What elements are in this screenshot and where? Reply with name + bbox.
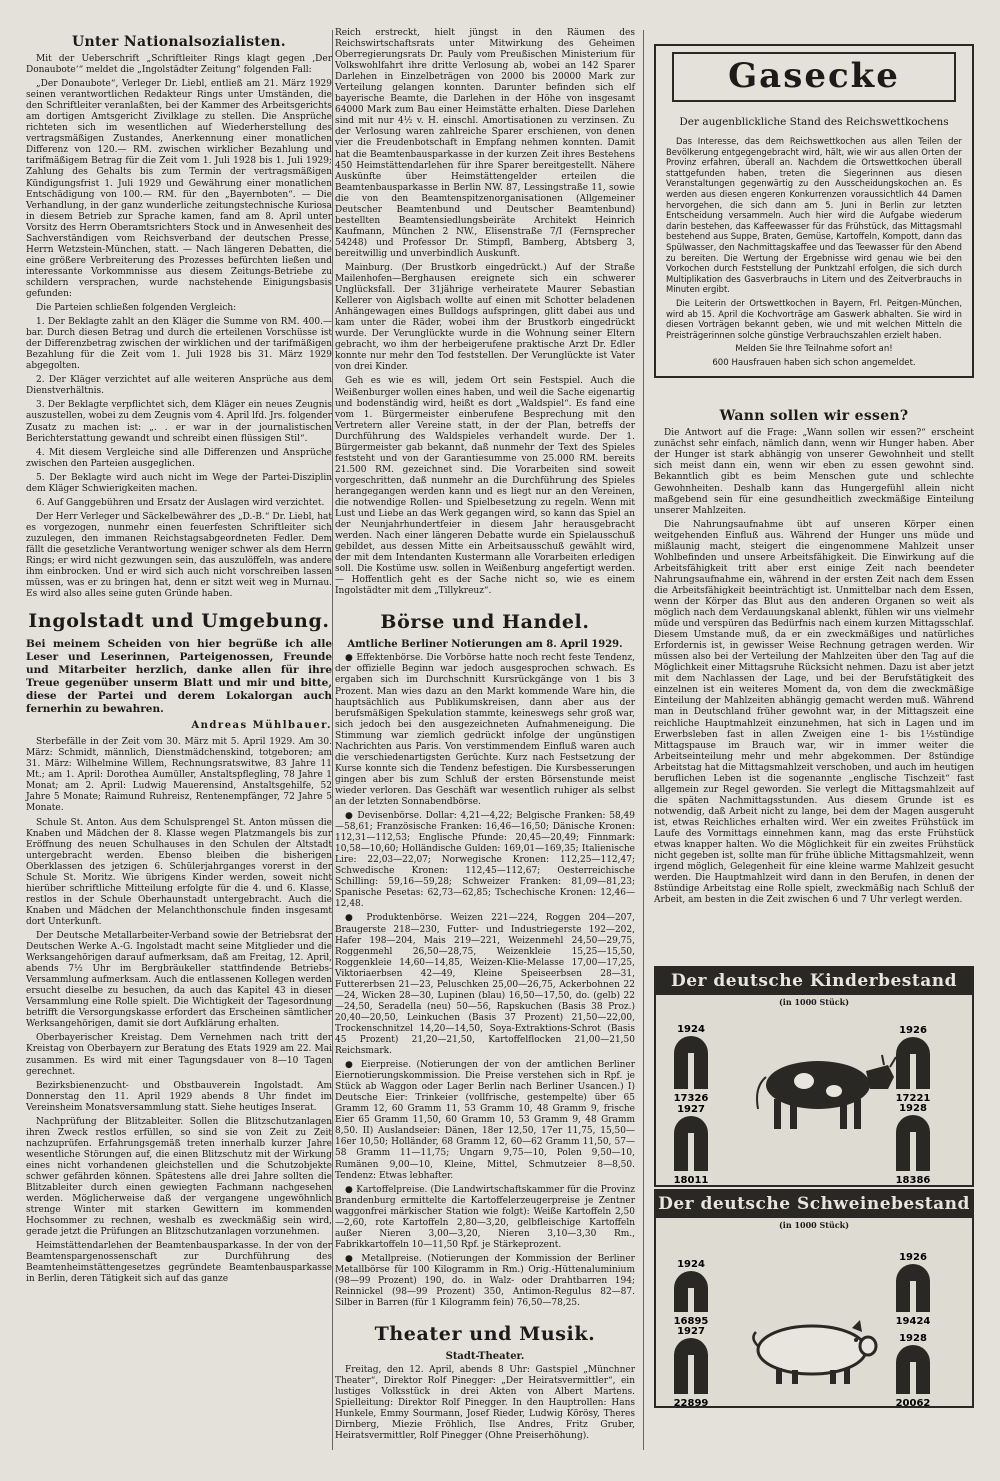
arch-door <box>688 1053 694 1089</box>
column-middle <box>335 28 635 1445</box>
gasecke-subtitle: Der augenblickliche Stand des Reichswettkochens <box>679 116 949 128</box>
article-paragraph: Sterbefälle in der Zeit vom 30. März mit 5. April 1929. Am 30. März: Schmidt, männlich, Dienstmädchenskind, totgeboren; am 31. März: Wilhelmine Willem, Rechnungsratswitwe, 83 Jahre 11 Mt.; am 1. April: Dorothea Aumüller, Anstaltspflegling, 78 Jahre 1 Monat; am 2. April: Ludwig Mauerensind, Anstaltsgehilfe, 52 Jahre 5 Monate; Raimund Ruhreisz, Rentenempfänger, 72 Jahre 5 Monate. <box>26 737 332 814</box>
children-chart <box>654 966 974 1187</box>
section-heading: Wann sollen wir essen? <box>719 408 909 425</box>
cow-icon <box>757 1055 896 1129</box>
chart-title: Der deutsche Kinderbestand <box>656 968 972 995</box>
value-label: 16895 <box>673 1316 709 1328</box>
value-label: 22899 <box>673 1398 709 1407</box>
market-paragraph: ● Produktenbörse. Weizen 221—224, Roggen 204—207, Braugerste 218—230, Futter- und Industriegerste 192—202, Hafer 198—204, Mais 219—221, Weizenmehl 24,50—29,75, Roggenmehl 26,50—28,75, Weizenkleie 15,25—15,50, Roggenkleie 14,60—14,85, Weizen-Klie-Melasse 17,00—17,25, Viktoriaerbsen 42—49, Kleine Speiseerbsen 28—31, Futtererbsen 21—23, Peluschken 25,00—26,75, Ackerbohnen 22—24, Wicken 28—30, Lupinen (blau) 16,50—17,50, do. (gelb) 22—24,50, Seradella (neu) 50—56, Rapskuchen (Basis 38 Proz.) 20,40—20,50, Leinkuchen (Basis 37 Prozent) 21,50—22,00, Trockenschnitzel 14,20—14,50, Soya-Extraktions-Schrot (Basis 45 Prozent) 21,20—21,50, Kartoffelflocken 21,00—21,50 Reichsmark. <box>335 913 635 1057</box>
arch-door <box>910 1054 916 1089</box>
year-label: 1928 <box>899 1333 927 1345</box>
section-heading: Ingolstadt und Umgebung. <box>28 610 330 633</box>
article-paragraph: Die Nahrungsaufnahme übt auf unseren Körper einen weitgehenden Einfluß aus. Während der Hunger uns müde und mißlaunig macht, steigert die eingenommene Mahlzeit unser Wohlbefinden und unsere Arbeitsfähigkeit. Die Einwirkung auf die Arbeitsfähigkeit tritt aber erst einige Zeit nach beendeter Nahrungsaufnahme ein, während in der ersten Zeit nach dem Essen die Arbeitsfähigkeit beeinträchtigt ist. Unmittelbar nach dem Essen, wenn der Körper das Blut aus den anderen Organen so weit als möglich nach dem Verdauungskanal ablenkt, fühlen wir uns vielmehr müde und verspüren das Bedürfnis nach einem kurzen Mittagsschlaf. Diesem Umstande muß, da er ein zweckmäßiges und natürliches Erfordernis ist, in gewisser Weise Rechnung getragen werden. Wir müssen also bei der Verteilung der Mahlzeiten über den Tag auf die Möglichkeit einer Mittagsruhe Rücksicht nehmen. Dazu ist aber jetzt mit dem Nachlassen der Lage, und bei der Berufstätigkeit des einzelnen ist ein weiteres Moment da, von dem die zweckmäßige Einteilung der Mahlzeiten abhängig gemacht werden muß. Während man in Deutschland früher gewohnt war, in der Mittagszeit eine reichliche Hauptmahlzeit einzunehmen, hat sich in Lagen und im Erwerbsleben fast in allen Zweigen eine 1- bis 1½stündige Mittagspause im Brauch war, wir in immer weiter die Arbeitseinteilung mehr und mehr abgekommen. Der 8stündige Arbeitstag hat die Mittagsmahlzeit verschoben, und auch im heutigen beruflichen Leben ist die sogenannte „englische Tischzeit“ fast allgemein zur Regel geworden. Sie verlegt die Mittagsmahlzeit auf die späten Nachmittagsstunden. Aus diesem Grunde ist es notwendig, daß Arbeit nicht zu lange, bei dem der Magen ausgeruht ist, etwas Reichliches erhalten wird. Wer ein zweites Frühstück im Laufe des Vormittags einnehmen kann, mag das erste Frühstück etwas knapper halten. Wo die Möglichkeit für ein zweites Frühstück nicht gegeben ist, sollte man für frühe übliche Mittagsmahlzeit, wenn irgend möglich, Gelegenheit für eine kleine warme Mahlzeit gesucht werden. Die Hauptmahlzeit wird dann in den Berufen, in denen der 8stündige Arbeitstag eine Rolle spielt, zweckmäßig nach Schluß der Arbeit, am besten in die Zeit zwischen 6 und 7 Uhr verlegt werden. <box>654 519 974 906</box>
section-subheading: Amtliche Berliner Notierungen am 8. April 1929. <box>347 639 623 651</box>
chart-unit: (in 1000 Stück) <box>779 997 849 1008</box>
value-label: 18386 <box>895 1175 931 1186</box>
pictogram-mark <box>674 1024 709 1104</box>
article-paragraph: Geh es wie es will, jedem Ort sein Festspiel. Auch die Weißenburger wollen eines haben, und weil die Sache eigenartig und bodenständig wird, heißt es dort „Waldspiel“. Es fand eine vom 1. Bürgermeister einberufene Besprechung mit den Vertretern aller Vereine statt, in der der Plan, betreffs der Durchführung des Waldspieles verhandelt wurde. Der 1. Bürgermeister gab bekannt, daß nunmehr der Text des Spieles feststeht und von der Garantiesumme von 25.000 RM. bereits 21.500 RM. gezeichnet sind. Die Vorarbeiten sind soweit vorgeschritten, daß nunmehr an die Durchführung des Spieles herangegangen werden kann und es liegt nur an den Vereinen, die notwendige Rollen- und Spielbesetzung zu regeln. Wenn mit Lust und Liebe an das Werk gegangen wird, so kann das Spiel an der Neunjahrhundertfeier in diesem Jahr herausgebracht werden. Nach einer längeren Debatte wurde ein Spielausschuß gebildet, aus dessen Mitte ein Arbeitsausschuß gewählt wird, der mit dem Intendanten Kustermann alle Vorarbeiten erledigen soll. Die Kostüme usw. sollen in Weißenburg angefertigt werden. — Hoffentlich geht es der Sache nicht so, wie es einem Ingolstädter mit dem „Tillykreuz“. <box>335 376 635 597</box>
year-label: 1928 <box>899 1103 927 1115</box>
chart-title: Der deutsche Schweinebestand <box>656 1191 972 1218</box>
gasecke-paragraph: Die Leiterin der Ortswettkochen in Bayern, Frl. Peitgen-München, wird ab 15. April die Kochvorträge am Gaswerk abhalten. Sie wird in diesen Vorträgen bekannt geben, wie und mit welchen Mitteln die Preisträgerinnen solche günstige Verbrauchszahlen erzielt haben. <box>666 297 962 340</box>
arch-door <box>910 1362 916 1394</box>
year-label: 1926 <box>899 1252 927 1264</box>
section-subheading: Stadt-Theater. <box>445 1351 525 1363</box>
column-right <box>654 28 974 1408</box>
article-paragraph: Der Herr Verleger und Säckelbewährer des „D.-B.“ Dr. Liebl, hat es vorgezogen, nunmehr einen feuerfesten Schriftleiter sich zuzulegen, den immanen Reichstagsabgeordneten Fedler. Dem fällt die gesetzliche Verantwortung weniger schwer als dem Herrn Rings; er wird nicht gezwungen sein, das auszulöffeln, was andere ihm einbrocken. Und er wird sich auch nicht vorschreiben lassen müssen, was er zu bringen hat, denn er sitzt weit weg in Murnau. Es wird also alles seine guten Gründe haben. <box>26 511 332 600</box>
year-label: 1927 <box>677 1104 705 1116</box>
article-paragraph: Oberbayerischer Kreistag. Dem Vernehmen nach tritt der Kreistag von Oberbayern zur Beratung des Etats 1929 am 22. Mai zusammen. Es wird mit einer Tagungsdauer von 8—10 Tagen gerechnet. <box>26 1033 332 1077</box>
market-paragraph: ● Eierpreise. (Notierungen der von der amtlichen Berliner Eiernotierungskommission. Die Preise verstehen sich in Rpf. je Stück ab Waggon oder Lager Berlin nach Berliner Usancen.) I) Deutsche Eier: Trinkeier (vollfrische, gestempelte) über 65 Gramm 12, 60 Gramm 11, 53 Gramm 10, 48 Gramm 9, frische Eier 65 Gramm 11,50, 60 Gramm 10, 53 Gramm 9, 48 Gramm 8,50. II) Auslandseier: Dänen, 18er 12,50, 17er 11,75, 15,50—16er 10,50; Holländer, 68 Gramm 12, 60—62 Gramm 11,50, 57—58 Gramm 11—11,75; Ungarn 9,75—10, Polen 9,50—10, Rumänen 9,00—10, Kleine, Mittel, Schmutzeier 8—8,50. Tendenz: Etwas lebhafter. <box>335 1060 635 1181</box>
market-paragraph: ● Devisenbörse. Dollar: 4,21—4,22; Belgische Franken: 58,49—58,61; Französische Franken: 16,46—16,50; Dänische Kronen: 112,31—112,53; Englische Pfunde: 20,45—20,49; Finnmark: 10,58—10,60; Holländische Gulden: 169,01—169,35; Italienische Lire: 22,03—22,07; Norwegische Kronen: 112,25—112,47; Schwedische Kronen: 112,45—112,67; Oesterreichische Schilling: 59,16—59,28; Schweizer Franken: 81,09—81,23; Spanische Pesetas: 62,73—62,85; Tschechische Kronen: 12,46—12,48. <box>335 811 635 910</box>
column-rule <box>332 30 333 1450</box>
pictogram-mark <box>896 1252 931 1327</box>
value-label: 20062 <box>895 1398 931 1407</box>
article-paragraph: 3. Der Beklagte verpflichtet sich, dem Kläger ein neues Zeugnis auszustellen, wobei zu dem Zeugnis vom 4. April lfd. Jrs. folgender Zusatz zu machen ist: „. . er war in der journalistischen Berichterstattung gewandt und schreibt einen flüssigen Stil“. <box>26 400 332 444</box>
pictogram-mark <box>896 1103 931 1185</box>
article-paragraph: Mainburg. (Der Brustkorb eingedrückt.) Auf der Straße Mailenhofen—Berghausen ereignete sich ein schwerer Unglücksfall. Der 31jährige verheiratete Maurer Sebastian Kellerer von Aiglsbach wollte auf einen mit Schotter beladenen Anhängewagen eines Bulldogs aufspringen, glitt dabei aus und kam unter die Räder, wobei ihm der Brustkorb eingedrückt wurde. Der Verunglückte wurde in die Wohnung seiner Eltern gebracht, wo ihm der herbeigerufene praktische Arzt Dr. Edler konnte nur mehr den Tod feststellen. Der Verunglückte ist Vater von drei Kinder. <box>335 262 635 373</box>
article-paragraph: Freitag, den 12. April, abends 8 Uhr: Gastspiel „Münchner Theater“, Direktor Rolf Pinegger: „Der Heiratsvermittler“, ein lustiges Volksstück in drei Akten von Albert Martens. Spielleitung: Direktor Rolf Pinegger. In den Hauptrollen: Hans Hunkele, Emmy Sourmann, Josef Rieder, Ludwig Körösy, Theres Dirnberg, Miezie Fröhlich, Ilse Andres, Fritz Gruber, Heiratsvermittler, Rolf Pinegger (Ohne Preiserhöhung). <box>335 1365 635 1442</box>
pictogram-mark <box>674 1104 709 1185</box>
value-label: 17221 <box>895 1093 931 1105</box>
market-paragraph: ● Metallpreise. (Notierungen der Kommission der Berliner Metallbörse für 100 Kilogramm in Rm.) Orig.-Hüttenaluminium (98—99 Prozent) 190, do. in Walz- oder Drahtbarren 194; Reinnickel (98—99 Prozent) 350, Antimon-Regulus 82—87. Silber in Barren (für 1 Kilogramm fein) 76,50—78,25. <box>335 1253 635 1309</box>
children-pictogram <box>656 1007 972 1185</box>
article-paragraph: 2. Der Kläger verzichtet auf alle weiteren Ansprüche aus dem Dienstverhältnis. <box>26 375 332 397</box>
year-label: 1924 <box>677 1024 705 1036</box>
chart-unit: (in 1000 Stück) <box>779 1220 849 1231</box>
article-paragraph: 4. Mit diesem Vergleiche sind alle Differenzen und Ansprüche zwischen den Parteien ausgeglichen. <box>26 447 332 469</box>
column-rule <box>643 30 644 1450</box>
gasecke-paragraph: Das Interesse, das dem Reichswettkochen aus allen Teilen der Bevölkerung entgegengebracht wird, hält, wie wir aus allen Orten der Provinz erfahren, überall an. Nachdem die Ortswettkochen überall stattgefunden haben, treten die Siegerinnen aus diesen Veranstaltungen gegenwärtig zu den Ausscheidungskochen an. Es werden aus diesen engeren Konkurrenzen voraussichtlich 44 Damen hervorgehen, die sich dann am 5. Juni in Berlin zur letzten Entscheidung versammeln. Auch hier wird die Aufgabe wiederum darin bestehen, das Kaffeewasser für das Frühstück, das Mittagsmahl bestehend aus Suppe, Braten, Gemüse, Kartoffeln, Kompott, dann das Spülwasser, den Nachmittagskaffee und das Teewasser für den Abend zu bereiten. Die Wertung der Ergebnisse wird genau wie bei den Vorkochen durch Feststellung der Punktzahl erfolgen, die sich durch Multiplikation des Gasverbrauchs in Litern und des Zeitverbrauchs in Minuten ergibt. <box>666 136 962 295</box>
section-heading: Börse und Handel. <box>380 611 590 634</box>
gasecke-footer: 600 Hausfrauen haben sich schon angemeldet. <box>712 358 916 369</box>
section-heading: Theater und Musik. <box>374 1323 596 1346</box>
pictogram-mark <box>896 1025 931 1104</box>
article-paragraph: Der Deutsche Metallarbeiter-Verband sowie der Betriebsrat der Deutschen Werke A.-G. Ingolstadt macht seine Mitglieder und die Werksangehörigen darauf aufmerksam, daß am Freitag, 12. April, abends 7½ Uhr im Bergbräukeller stattfindende Betriebs-Versammlung aufmerksam. Auch die entlassenen Kollegen werden ersucht dieselbe zu besuchen, da auch das Kapitel 43 in dieser Versammlung eine Rolle spielt. Die Wichtigkeit der Tagesordnung betrifft die Versorgungskasse erfordert das Erscheinen sämtlicher Werksangehörigen, damit sie dort Aufklärung erhalten. <box>26 931 332 1030</box>
article-paragraph: Reich erstreckt, hielt jüngst in den Räumen des Reichswirtschaftsrats unter Mitwirkung des Geheimen Oberregierungsrats Dr. Pauly vom Preußischen Ministerium für Volkswohlfahrt ihre dritte Verlosung ab, wobei an 142 Sparer Darlehen in Einzelbeträgen von 2000 bis 20000 Mark zur Verteilung gelangen konnten. Darunter befinden sich elf bayerische Beamte, die Darlehen in der Höhe von insgesamt 64000 Mark zum Bau einer Heimstätte erhalten. Diese Darlehen sind mit nur 4½ v. H. einschl. Amortisationen zu verzinsen. Zu der Verlosung waren zahlreiche Sparer erschienen, von denen vier die Freudenbotschaft in Empfang nehmen konnten. Damit hat die Beamtenbausparkasse in der kurzen Zeit ihres Bestehens 450 Heimstättendarlehen für ihre Sparer bereitgestellt. Nähere Auskünfte über Heimstättengelder erteilen die Beamtenbausparkasse in Berlin NW. 87, Lessingstraße 11, sowie die von den Beamtenspitzenorganisationen (Allgemeiner Deutscher Beamtenbund und Deutscher Beamtenbund) bestellten Beamtensiedlungsbeiräte Architekt Heinrich Kaufmann, München 2 NW., Elisenstraße 7/I (Fernsprecher 54248) und Professor Dr. Stimpfl, Bamberg, Abtsberg 3, bereitwillig und unverbindlich Auskunft. <box>335 28 635 259</box>
pigs-chart <box>654 1189 974 1408</box>
year-label: 1924 <box>677 1259 705 1271</box>
article-paragraph: Heimstättendarlehen der Beamtenbausparkasse. In der von der Beamtenspargenossenschaft zur Durchführung des Beamtenheimstättengesetzes gegründete Beamtenbausparkasse in Berlin, deren Tätigkeit sich auf das ganze <box>26 1241 332 1285</box>
article-paragraph: 5. Der Beklagte wird auch nicht im Wege der Partei-Disziplin dem Kläger Schwierigkeiten machen. <box>26 472 332 494</box>
value-label: 17326 <box>673 1093 709 1105</box>
arch-door <box>910 1132 916 1171</box>
pictogram-mark <box>674 1326 709 1406</box>
year-label: 1927 <box>677 1326 705 1338</box>
arch-door <box>688 1133 694 1171</box>
market-paragraph: ● Kartoffelpreise. (Die Landwirtschaftskammer für die Provinz Brandenburg ermittelte die Kartoffelerzeugerpreise je Zentner waggonfrei märkischer Station wie folgt): Weiße Kartoffeln 2,50—2,60, rote Kartoffeln 2,80—3,20, gelbfleischige Kartoffeln außer Nieren 3,00—3,20, Nieren 3,10—3,30 Rm., Fabrikkartoffeln 10—11,50 Rpf. je Stärkeprozent. <box>335 1184 635 1250</box>
value-label: 18011 <box>673 1175 709 1186</box>
article-paragraph: Die Parteien schließen folgenden Vergleich: <box>36 303 237 314</box>
pictogram-mark <box>674 1259 709 1327</box>
arch-door <box>688 1355 694 1394</box>
column-left <box>26 28 332 1288</box>
article-paragraph: Schule St. Anton. Aus dem Schulsprengel St. Anton müssen die Knaben und Mädchen der 8. Klasse wegen Platzmangels bis zur Eröffnung des neuen Schulhauses in den Schulen der Altstadt untergebracht werden. Ebenso bleiben die bisherigen Oberklassen des jetzigen 6. Schülerjahrganges vorerst in der Schule St. Moritz. Wie übrigens Kinder werden, soweit nicht hierüber schriftliche Mitteilung erfolgte für die 4. und 6. Klasse, restlos in der Schule Oberhaunstadt untergebracht. Auch die Knaben und Mädchen der Melanchthonschule finden insgesamt dort Unterkunft. <box>26 817 332 927</box>
year-label: 1926 <box>899 1025 927 1037</box>
value-label: 19424 <box>895 1316 931 1328</box>
gasecke-title: Gasecke <box>672 52 956 102</box>
pictogram-mark <box>896 1333 931 1406</box>
article-paragraph: Die Antwort auf die Frage: „Wann sollen wir essen?“ erscheint zunächst sehr einfach, nämlich dann, wenn wir Hunger haben. Aber der Hunger ist stark abhängig von unserer Gewohnheit und stellt sich meist dann ein, wenn wir eben zu essen gewohnt sind. Bekanntlich gibt es beim Menschen gute und schlechte Gewohnheiten. Deshalb kann das Hungergefühl allein nicht maßgebend sein für eine gesundheitlich zweckmäßige Einteilung unserer Mahlzeiten. <box>654 428 974 516</box>
notice-signature: Andreas Mühlbauer. <box>191 720 332 732</box>
market-paragraph: ● Effektenbörse. Die Vorbörse hatte noch recht feste Tendenz, der offizielle Beginn war jedoch ausgesprochen schwach. Es ergaben sich im Durchschnitt Kursrückgänge von 1 bis 3 Prozent. Man wies dazu an den Markt kommende Ware hin, die hauptsächlich aus Publikumskreisen, dann aber aus der berufsmäßigen Spekulation stammte, keineswegs sehr groß war, sich jedoch bei den ausgezeichneten Aufnahmeneigung. Die Stimmung war ziemlich gedrückt infolge der ungünstigen Nachrichten aus Paris. Von verstimmendem Einfluß waren auch die verschiedenartigsten Gerüchte. Kurz nach Festsetzung der Kurse konnte sich die Tendenz befestigen. Die Kursbesserungen gingen aber bis zum Schluß der ersten Börsenstunde meist wieder verloren. Das Geschäft war wesentlich ruhiger als selbst an der letzten Sonnabendbörse. <box>335 653 635 807</box>
arch-door <box>910 1281 916 1312</box>
pigs-pictogram <box>656 1230 972 1406</box>
article-paragraph: 1. Der Beklagte zahlt an den Kläger die Summe von RM. 400.— bar. Durch diesen Betrag und durch die erteilenen Vorschüsse ist der Differenzbetrag zwischen der wirklichen und der tarifmäßigen Bezahlung für die Zeit vom 1. Juli 1928 bis 31. März 1929 abgegolten. <box>26 317 332 372</box>
pig-icon <box>753 1320 876 1384</box>
section-heading: Unter Nationalsozialisten. <box>72 34 286 50</box>
farewell-notice: Bei meinem Scheiden von hier begrüße ich alle Leser und Leserinnen, Parteigenossen, Freunde und Mitarbeiter herzlich, danke allen für ihre Treue gegenüber unserm Blatt und mir und bitte, diese der Partei und derem Lokalorgan auch fernerhin zu bewahren. <box>26 638 332 716</box>
article-paragraph: Nachprüfung der Blitzableiter. Sollen die Blitzschutzanlagen ihren Zweck restlos erfüllen, so sind sie von Zeit zu Zeit nachzuprüfen. Erfahrungsgemäß treten innerhalb kurzer Jahre wesentliche Störungen auf, die einen Blitzschutz mit der Wirkung eines nicht vorhandenen gleichstellen und die Schutzobjekte schwer gefährden können. Spätestens alle drei Jahre sollten die Blitzableiter durch einen gewiegten Fachmann nachgesehen werden. Möglicherweise daß der vergangene ungewöhnlich strenge Winter mit starken Gewittern im kommenden Hochsommer zu rechnen, weshalb es zweckmäßig sein wird, gerade jetzt die Prüfungen an Blitzschutzanlagen vorzunehmen. <box>26 1116 332 1238</box>
article-paragraph: 6. Auf Ganggebühren und Ersatz der Auslagen wird verzichtet. <box>36 497 325 508</box>
article-paragraph: Bezirksbienenzucht- und Obstbauverein Ingolstadt. Am Donnerstag den 11. April 1929 abends 8 Uhr findet im Vereinsheim Monatsversammlung statt. Siehe heutiges Inserat. <box>26 1080 332 1113</box>
arch-door <box>688 1288 694 1312</box>
article-paragraph: Mit der Ueberschrift „Schriftleiter Rings klagt gegen ‚Der Donaubote‘“ meldet die „Ingolstädter Zeitung“ folgenden Fall: <box>26 54 332 76</box>
gasecke-footer: Melden Sie Ihre Teilnahme sofort an! <box>735 344 893 355</box>
article-paragraph: „Der Donaubote“, Verleger Dr. Liebl, entließ am 21. März 1929 seinen verantwortlichen Redakteur Rings unter Umständen, die den Schriftleiter veranlaßten, bei der Kammer des Arbeitsgerichts am dortigen Amtsgericht Zivilklage zu stellen. Die Ansprüche richteten sich im wesentlichen auf Wiederherstellung des vertragsmäßigen Zustandes, Anerkennung einer monatlichen Differenz von 120.— RM. zwischen wirklicher Bezahlung und tarifmäßigem Betrag für die Zeit vom 1. Juli 1928 bis 1. Juli 1929; Zahlung des Gehalts bis zum Termin der vertragsmäßigen Kündigungsfrist 1. Juli 1929 und Gewährung einer monatlichen Entschädigung von 100.— RM. für den „Bayernboten“. — Die Verhandlung, in der ganz wunderliche zeitungstechnische Kuriosa in diesem Betrieb zur Sprache kamen, fand am 8. April unter Vorsitz des Herrn Oberamtsrichters Stock und in Anwesenheit des Sachverständigen vom Reichsverband der deutschen Presse, Herrn Wetzstein-München, statt. — Nach längeren Debatten, die eine größere Verbreiterung des Prozesses befürchten ließen und interessante Vorkommnisse aus diesem Zeitungs-Betriebe zu schildern versprachen, wurde nachstehende Einigungsbasis gefunden: <box>26 79 332 299</box>
gasecke-box <box>654 44 974 378</box>
